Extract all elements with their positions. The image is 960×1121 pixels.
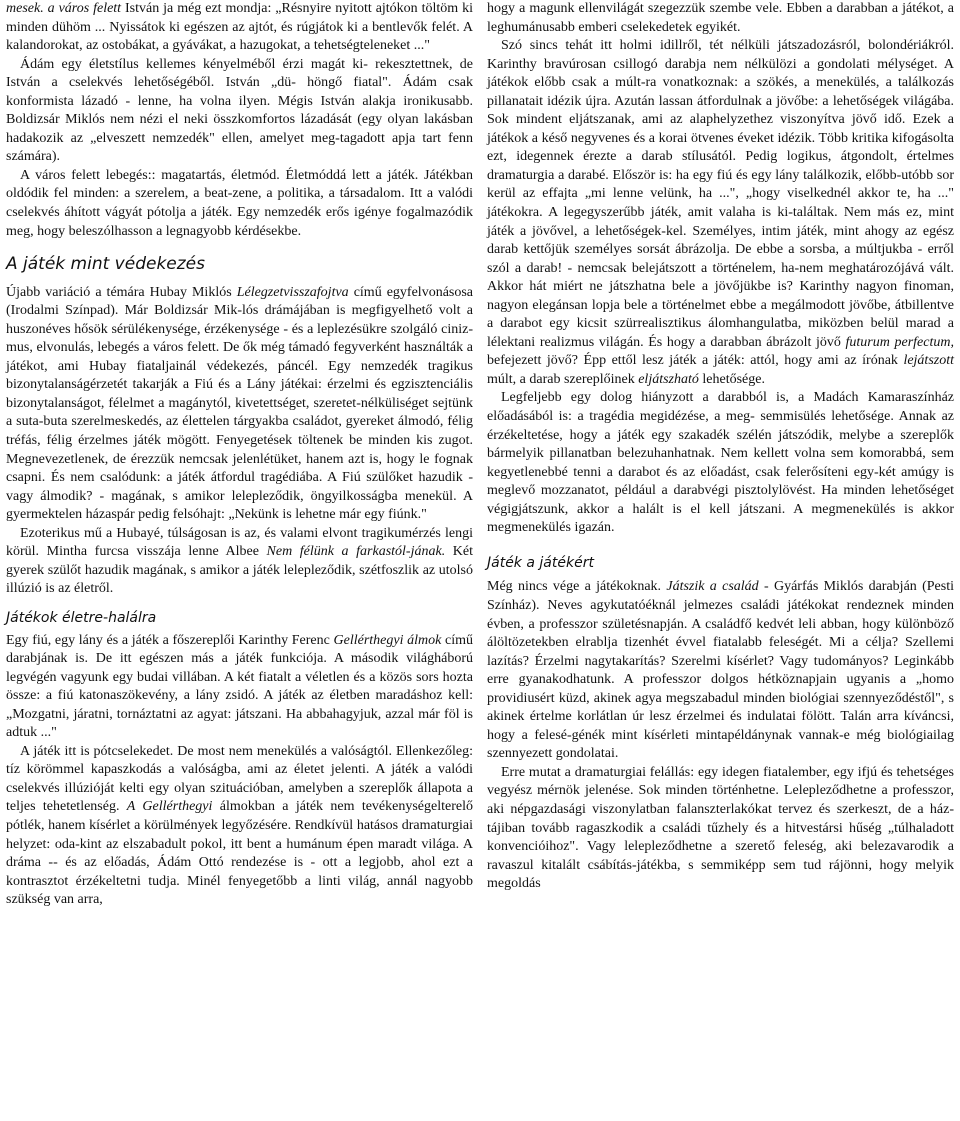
paragraph: Erre mutat a dramaturgiai felállás: egy idegen fiatalember, egy ifjú és tehetséges vegyész mérnök jelenése. Sok minden történhetne. Lelepleződhetne a professzor, aki népgazdasági viszonylatban falanszterlakókat tervez és szerkeszt, de a ház-tájiban tovább ragaszkodik a családi tűzhely és a hitvestársi hűség „túlhaladott konvencióihoz". Vagy lelepleződhetne a szerető feleség, aki belezavarodik a ravaszul kitalált csábítás-játékba, s semmiképp sem tud rájönni, hogy melyik megoldás — [487, 764, 954, 892]
paragraph: A város felett lebegés:: magatartás, életmód. Életmóddá lett a játék. Játékban oldódik fel minden: a szerelem, a beat-zene, a politika, a társadalom. Itt a valódi cselekvés áhított vágyát pótolja a játék. Egy nemzedék erős igénye fogalmazódik meg, hogy beleszólhasson a legnagyobb kérdésekbe. — [6, 167, 473, 239]
paragraph: A játék itt is pótcselekedet. De most nem menekülés a valóságtól. Ellenkezőleg: tíz körömmel kapaszkodás a valóságba, ami az életet jelenti. A játék a valódi cselekvés illúzióját kelti egy olyan szituációban, amelyben a szereplők állapota a teljes tehetetlenség. A Gellérthegyi álmokban a játék nem tevékenységelterelő pótlék, hanem kísérlet a körülmények legyőzésére. Rendkívül hatásos dramaturgiai helyzet: oda-kint az elszabadult pokol, itt bent a humánum épen maradt világa. A dráma -- és az előadás, Ádám Ottó rendezése is - ott a legjobb, ahol ezt a kontrasztot érzékeltetni tudja. Minél fenyegetőbb a linti világ, annál nagyobb szükség van arra, — [6, 743, 473, 908]
paragraph: Legfeljebb egy dolog hiányzott a darabból is, a Madách Kamaraszínház előadásából is: a tragédia megidézése, a meg- semmisülés lehetősége. Annak az érzékeltetése, hogy a játék egy szakadék szélén játszódik, melybe a szereplők bármelyik pillanatban belezuhanhatnak. Nem kellett volna sem komorabbá, sem kegyetlenebbé tenni a darabot és az előadást, csak felerősíteni egy-két amúgy is meglevő mozzanatot, például a darabvégi pisztolylövést. Ha minden lehetőséget végigjátszunk, akkor a halált is el kell játszani. A megmenekülés is akkor megmenekülés igazán. — [487, 390, 954, 536]
paragraph: Szó sincs tehát itt holmi idillről, tét nélküli játszadozásról, bolondériákról. Karinthy bravúrosan csillogó darabja nem nélkülözi a gondolati mélységet. A játékok előbb csak a múlt-ra vonatkoznak: a szökés, a menekülés, a találkozás pillanatait idézik újra. Azután lassan átfordulnak a jövőbe: a lehetőségek világába. Sok mindent eljátszanak, ami az alaphelyzethez viszonyítva jövő idő. Ezek a játékok a késő negyvenes és a korai ötvenes éveket idézik. Több kritika kifogásolta ezt, idegennek érezte a darab stílusától. Pedig logikus, átgondolt, értelmes dramaturgia a darabé. Először is: ha egy fiú és egy lány találkozik, előbb-utóbb sor kerül az effajta „mi lenne velünk, ha ...", „hogy viselkednél akkor te, ha ..." játékokra. A legegyszerűbb játék, amit valaha is ki-találtak. Nem más ez, mint játék a jövővel, a lehetőségek-kel. Személyes, intim játék, mint ahogy az egész darab kettőjük személyes sorsát ábrázolja. De ebbe a sorsba, a múltjukba - erről szól a darab! - nemcsak belejátszott a történelem, ha-nem meghatározójává vált. Akkor hát miért ne játszhatna bele a jövőjükbe is? Karinthy nagyon finoman, nagyon elegánsan lopja bele a történelmet ebbe a megálmodott jövőbe, átbillentve a darabot egy kicsit szürrealisztikus álomhangulatba, miközben belül marad a lélektani realizmus világán. És hogy a darabban ábrázolt jövő futurum perfectum, befejezett jövő? Épp ettől lesz játék a játék: attól, hogy ami az írónak lejátszott múlt, a darab szereplőinek eljátszható lehetősége. — [487, 38, 954, 387]
section-heading: Játék a játékért — [487, 554, 594, 571]
paragraph: Még nincs vége a játékoknak. Játszik a család - Gyárfás Miklós darabján (Pesti Színház). Neves agykutatóéknál jelmezes családi játékokat rendeznek minden évben, a professzor születésnapján. A családfő kedvét leli abban, hogy különböző álöltözetekben elrablja tizenhét évvel fiatalabb feleségét. Mi a célja? Szellemi lazítás? Érzelmi nagytakarítás? Szerelmi kísérlet? Vagy tudományos? Leginkább erre gyanakodhatunk. A professzor dolgos hétköznapjain ugyanis a „homo providiusért küzd, akinek agya megszabadul minden biológiai szennyeződéstől", s akinek értelme korlátlan úr lesz érzelmei és indulatai fölött. Talán arra kíváncsi, hogy a felesé-génék mint kísérleti mintapéldánynak vannak-e még biológiailag szennyezett gondolatai. — [487, 579, 954, 762]
paragraph: Egy fiú, egy lány és a játék a főszereplői Karinthy Ferenc Gellérthegyi álmok című darabjának is. De itt egészen más a játék funkciója. A második világháború legvégén vagyunk egy budai villában. A két fiatalt a véletlen és a közös sors hozta össze: a fiú katonaszökevény, a lány zsidó. A játék az életben maradáshoz kell: „Mozgatni, járatni, tornáztatni az agyat: játszani. Ha abbahagyjuk, azzal már föl is adtuk ..." — [6, 632, 473, 741]
section-heading: A játék mint védekezés — [6, 254, 205, 275]
paragraph: hogy a magunk ellenvilágát szegezzük szembe vele. Ebben a darabban a játékot, a leghumánusabb emberi cselekedetek egyikét. — [487, 1, 954, 35]
right-column — [487, 0, 954, 1121]
italic-run: mesek. a város felett — [6, 1, 122, 16]
paragraph: Ezoterikus mű a Hubayé, túlságosan is az, és valami elvont tragikumérzés lengi körül. Mintha furcsa visszája lenne Albee Nem félünk a farkastól-jának. Két gyerek szülőt hazudik magának, s amikor a játék lelepleződik, szétfoszlik az utolsó illúzió is az életről. — [6, 525, 474, 597]
section-heading: Játékok életre-halálra — [6, 609, 157, 626]
paragraph: Újabb variáció a témára Hubay Miklós Lélegzetvisszafojtva című egyfelvonásosa (Irodalmi Színpad). Már Boldizsár Mik-lós drámájában is megfigyelhető volt a huszonéves hősök sérülékenysége, érzékenysége - és a leplezésükre szolgáló ciniz- mus, elvonulás, lebegés a város felett. De ők még támadó fegyverként használták a játékot, ami Hubay fiataljainál védekezés, páncél. Egy nemzedék tragikus bizonytalanságérzetét takarják a Fiú és a Lány játékai: érzelmi és egzisztenciális bizonytalanságot, félelmet a magánytól, kivetettséget, szeretet-nélküliséget sejtünk a suta-buta szerelmeskedés, az élettelen tárgyakba családot, gyereket álmodó, félig tréfás, félig érzelmes játék mögött. Fenyegetések töltenek be minden kis zugot. Megnevezetlenek, de érezzük nemcsak jelenlétüket, hanem azt is, hogy le fognak csapni. És nem csalódunk: a játék átfordul tragédiába. A Fiú szülőket hazudik - vagy álmodik? - magának, s amikor lelepleződik, öngyilkosságba menekül. A gyermektelen házaspár pedig felsóhajt: „Nekünk is lehetne már egy fiúnk." — [6, 284, 474, 523]
left-column — [6, 0, 473, 1121]
paragraph: mesek. a város felett István ja még ezt mondja: „Résnyire nyitott ajtókon töltöm ki minden dühöm ... Nyissátok ki egészen az ajtót, és rúgjátok ki a bentlevők felét. A kalandorokat, az ostobákat, a gyávákat, a hazugokat, a tehetségteleneket ..." — [6, 1, 473, 54]
paragraph: Ádám egy életstílus kellemes kényelméből érzi magát ki- rekesztettnek, de István a cselekvés lehetőségéből. István „dü- höngő fiatal". Ádám csak konformista lázadó - lenne, ha volna ilyen. Mégis István alakja ironikusabb. Boldizsár Miklós nem nézi el neki összkomfortos lázadását (egy olyan lakásban hadakozik az „elveszett nemzedék" ellen, amelyet meg-tagadott apja tart fenn számára). — [6, 56, 473, 165]
